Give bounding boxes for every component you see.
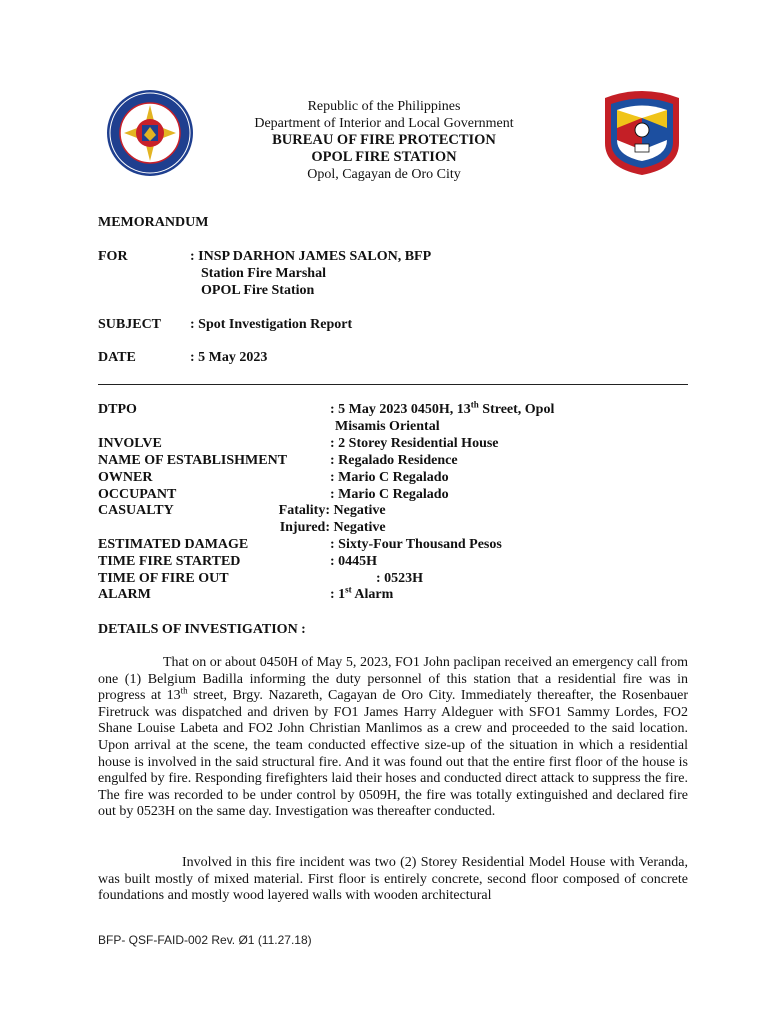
dtpo-label: DTPO xyxy=(98,402,137,417)
header-location: Opol, Cagayan de Oro City xyxy=(307,167,461,182)
header-bureau: BUREAU OF FIRE PROTECTION xyxy=(272,132,496,148)
dtpo-value-line2: Misamis Oriental xyxy=(335,419,440,434)
occupant-value: : Mario C Regalado xyxy=(330,487,449,502)
involve-label: INVOLVE xyxy=(98,436,162,451)
subject-value: : Spot Investigation Report xyxy=(190,317,353,332)
date-value: : 5 May 2023 xyxy=(190,350,268,365)
header-station: OPOL FIRE STATION xyxy=(311,149,457,165)
memo-title: MEMORANDUM xyxy=(98,215,209,230)
header-department: Department of Interior and Local Government xyxy=(254,116,514,131)
investigation-paragraph-1: That on or about 0450H of May 5, 2023, FO1 John paclipan received an emergency call from one (1) Belgium Badilla informing the duty personnel of this station that a residential fire was in progress at 13th street, Brgy. Nazareth, Cagayan de Oro City. Immediately thereafter, the Rosenbauer Firetruck was dispatched and driven by FO1 James Harry Aldeguer with SFO1 Sammy Lordes, FO2 Shane Louise Labeta and FO2 John Christian Manlimos as a crew and proceeded to the said location. Upon arrival at the scene, the team conducted effective size-up of the situation in which a residential house is involved in the said structural fire. And it was found out that the entire first floor of the house is engulfed by fire. Responding firefighters laid their hoses and conducted direct attack to suppress the fire. The fire was recorded to be under control by 0509H, the fire was totally extinguished and declared fire out by 0523H on the same day. Investigation was thereafter conducted. xyxy=(98,655,688,820)
letterhead xyxy=(0,98,768,183)
alarm-label: ALARM xyxy=(98,587,151,602)
form-code-footer: BFP- QSF-FAID-002 Rev. Ø1 (11.27.18) xyxy=(98,933,312,947)
header-republic: Republic of the Philippines xyxy=(307,99,461,114)
owner-value: : Mario C Regalado xyxy=(330,470,449,485)
damage-label: ESTIMATED DAMAGE xyxy=(98,537,249,552)
dtpo-value: : 5 May 2023 0450H, 13th Street, Opol xyxy=(330,399,555,417)
damage-value: : Sixty-Four Thousand Pesos xyxy=(330,537,502,552)
involve-value: : 2 Storey Residential House xyxy=(330,436,499,451)
occupant-label: OCCUPANT xyxy=(98,487,177,502)
for-label: FOR xyxy=(98,249,128,264)
injured-row: Injured: Negative xyxy=(279,520,386,535)
for-office: OPOL Fire Station xyxy=(201,283,315,298)
establishment-value: : Regalado Residence xyxy=(330,453,458,468)
date-label: DATE xyxy=(98,350,136,365)
alarm-value: : 1st Alarm xyxy=(330,584,394,602)
for-position: Station Fire Marshal xyxy=(201,266,326,281)
investigation-heading: DETAILS OF INVESTIGATION : xyxy=(98,622,306,637)
establishment-label: NAME OF ESTABLISHMENT xyxy=(98,453,288,468)
fatality-row: Fatality: Negative xyxy=(278,503,386,518)
casualty-label: CASUALTY xyxy=(98,503,174,518)
subject-label: SUBJECT xyxy=(98,317,162,332)
started-value: : 0445H xyxy=(330,554,378,569)
investigation-paragraph-2: Involved in this fire incident was two (2) Storey Residential Model House with Veranda, was built mostly of mixed material. First floor is entirely concrete, second floor composed of concrete foundations and mostly wood layered walls with wooden architectural xyxy=(98,855,688,904)
owner-label: OWNER xyxy=(98,470,153,485)
divider-line xyxy=(98,384,688,385)
fireout-value: : 0523H xyxy=(376,571,424,586)
started-label: TIME FIRE STARTED xyxy=(98,554,241,569)
for-recipient: : INSP DARHON JAMES SALON, BFP xyxy=(190,249,432,264)
fireout-label: TIME OF FIRE OUT xyxy=(98,571,229,586)
